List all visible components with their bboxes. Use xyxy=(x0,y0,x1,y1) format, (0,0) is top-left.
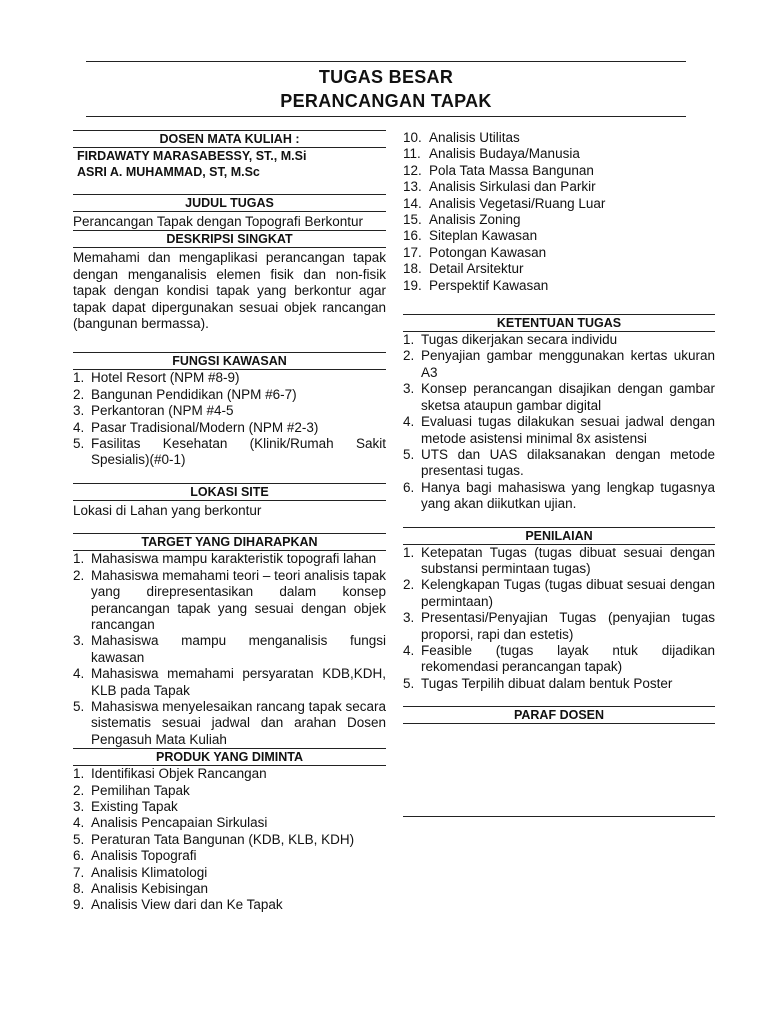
title-top-rule xyxy=(86,61,686,62)
list-item: 2. Penyajian gambar menggunakan kertas ukuran A3 xyxy=(403,348,715,380)
list-item: 8. Analisis Kebisingan xyxy=(73,881,209,896)
title-line-1: TUGAS BESAR xyxy=(318,67,454,87)
right-column xyxy=(403,130,715,817)
list-item: 4. Pasar Tradisional/Modern (NPM #2-3) xyxy=(73,419,319,435)
title-block xyxy=(86,61,686,117)
list-item: 2. Pemilihan Tapak xyxy=(73,782,190,798)
lokasi-text: Lokasi di Lahan yang berkontur xyxy=(73,502,262,518)
title-bottom-rule xyxy=(86,116,686,117)
list-item: 2. Bangunan Pendidikan (NPM #6-7) xyxy=(73,386,297,402)
paraf-signature-area xyxy=(403,724,715,817)
list-item: 5. Fasilitas Kesehatan (Klinik/Rumah Sakit Spesialis)(#0-1) xyxy=(73,436,386,468)
ketentuan-header: KETENTUAN TUGAS xyxy=(403,314,715,332)
list-item: 3. Existing Tapak xyxy=(73,798,178,814)
left-column xyxy=(73,130,386,914)
list-item: 2. Mahasiswa memahami teori – teori analisis tapak yang direpresentasikan dalam konsep perancangan tapak yang sesuai dengan objek rancangan xyxy=(73,567,386,632)
list-item: 14. Analisis Vegetasi/Ruang Luar xyxy=(403,195,606,211)
list-item: 1. Mahasiswa mampu karakteristik topografi lahan xyxy=(73,551,377,567)
list-item: 5. Mahasiswa menyelesaikan rancang tapak secara sistematis sesuai jadwal dan arahan Dosen Pengasuh Mata Kuliah xyxy=(73,698,386,747)
list-item: 3. Konsep perancangan disajikan dengan gambar sketsa ataupun gambar digital xyxy=(403,381,715,413)
list-item: 1. Tugas dikerjakan secara individu xyxy=(403,332,618,348)
list-item: 3. Perkantoran (NPM #4-5 xyxy=(73,403,234,419)
list-item: 4. Feasible (tugas layak ntuk dijadikan rekomendasi perancangan tapak) xyxy=(403,642,715,675)
produk-list xyxy=(73,766,386,914)
target-header: TARGET YANG DIHARAPKAN xyxy=(73,533,386,551)
list-item: 16. Siteplan Kawasan xyxy=(403,228,538,244)
list-item: 1. Hotel Resort (NPM #8-9) xyxy=(73,370,240,386)
penilaian-list xyxy=(403,545,715,693)
title-line-2: PERANCANGAN TAPAK xyxy=(280,91,492,111)
fungsi-header: FUNGSI KAWASAN xyxy=(73,352,386,370)
list-item: 11. Analisis Budaya/Manusia xyxy=(403,146,580,162)
dosen-header: DOSEN MATA KULIAH : xyxy=(73,130,386,148)
list-item: 12. Pola Tata Massa Bangunan xyxy=(403,162,594,178)
list-item: 3. Presentasi/Penyajian Tugas (penyajian tugas proporsi, rapi dan estetis) xyxy=(403,610,715,642)
list-item: 5. UTS dan UAS dilaksanakan dengan metode presentasi tugas. xyxy=(403,446,715,479)
dosen-names xyxy=(73,148,386,180)
list-item: 2. Kelengkapan Tugas (tugas dibuat sesuai dengan permintaan) xyxy=(403,577,715,609)
list-item: 1. Identifikasi Objek Rancangan xyxy=(73,766,267,782)
produk-header: PRODUK YANG DIMINTA xyxy=(73,748,386,766)
fungsi-list xyxy=(73,370,386,468)
list-item: 18. Detail Arsitektur xyxy=(403,261,524,277)
judul-text: Perancangan Tapak dengan Topografi Berkontur xyxy=(73,214,363,229)
list-item: 15. Analisis Zoning xyxy=(403,212,521,228)
list-item: 4. Analisis Pencapaian Sirkulasi xyxy=(73,815,268,831)
list-item: 4. Evaluasi tugas dilakukan sesuai jadwal dengan metode asistensi minimal 8x asistensi xyxy=(403,414,715,446)
list-item: 6. Analisis Topografi xyxy=(73,848,197,864)
list-item: 17. Potongan Kawasan xyxy=(403,244,547,260)
produk-list-continued xyxy=(403,130,715,294)
list-item: 9. Analisis View dari dan Ke Tapak xyxy=(73,897,283,913)
list-item: 10. Analisis Utilitas xyxy=(403,130,520,145)
list-item: 5. Peraturan Tata Bangunan (KDB, KLB, KDH) xyxy=(73,831,355,847)
dosen-name-2: ASRI A. MUHAMMAD, ST, M.Sc xyxy=(77,165,260,179)
list-item: 4. Mahasiswa memahami persyaratan KDB,KDH, KLB pada Tapak xyxy=(73,666,386,698)
paraf-header: PARAF DOSEN xyxy=(403,706,715,724)
list-item: 13. Analisis Sirkulasi dan Parkir xyxy=(403,179,596,195)
deskripsi-text: Memahami dan mengaplikasi perancangan tapak dengan menganalisis elemen fisik dan non-fisik tapak dengan kondisi tapak yang berkontur agar tapak dapat dipergunakan sesuai objek rancangan (bangunan bermassa). xyxy=(73,250,386,332)
ketentuan-list xyxy=(403,332,715,512)
list-item: 1. Ketepatan Tugas (tugas dibuat sesuai dengan substansi permintaan tugas) xyxy=(403,544,715,576)
lokasi-header: LOKASI SITE xyxy=(73,483,386,501)
list-item: 5. Tugas Terpilih dibuat dalam bentuk Poster xyxy=(403,675,673,691)
list-item: 19. Perspektif Kawasan xyxy=(403,277,549,293)
judul-header: JUDUL TUGAS xyxy=(73,194,386,212)
list-item: 7. Analisis Klimatologi xyxy=(73,864,208,880)
target-list xyxy=(73,551,386,748)
list-item: 3. Mahasiswa mampu menganalisis fungsi kawasan xyxy=(73,633,386,665)
penilaian-header: PENILAIAN xyxy=(403,527,715,545)
list-item: 6. Hanya bagi mahasiswa yang lengkap tugasnya yang akan diikutkan ujian. xyxy=(403,479,715,512)
deskripsi-header: DESKRIPSI SINGKAT xyxy=(73,230,386,248)
dosen-name-1: FIRDAWATY MARASABESSY, ST., M.Si xyxy=(77,149,307,163)
